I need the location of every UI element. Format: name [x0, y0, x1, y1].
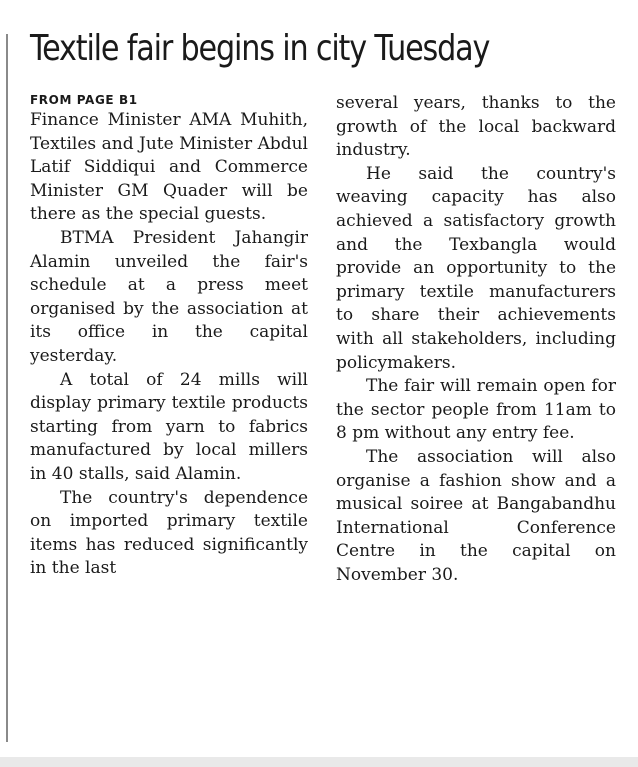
- paragraph: Finance Minister AMA Muhith, Textiles and Jute Minister Abdul Latif Siddiqui and Commerce Minister GM Quader will be there as the special guests.: [30, 110, 308, 225]
- column-rule: [6, 34, 8, 742]
- paragraph: He said the country's weaving capacity has also achieved a satisfactory growth and the Texbangla would provide an opportunity to the primary textile manufacturers to share their achievements with all stakeholders, including policymakers.: [336, 163, 616, 373]
- paragraph: The fair will remain open for the sector people from 11am to 8 pm without any entry fee.: [336, 376, 616, 444]
- paragraph: A total of 24 mills will display primary textile products starting from yarn to fabrics manufactured by local millers in 40 stalls, said Alamin.: [30, 369, 308, 484]
- page-edge: [0, 757, 638, 767]
- dateline: FROM PAGE B1: [30, 93, 138, 107]
- article-column-left: [30, 92, 308, 581]
- paragraph: The association will also organise a fashion show and a musical soiree at Bangabandhu International Conference Centre in the capital on November 30.: [336, 446, 616, 585]
- paragraph: BTMA President Jahangir Alamin unveiled the fair's schedule at a press meet organised by the association at its office in the capital yesterday.: [30, 227, 308, 366]
- paragraph: The country's dependence on imported primary textile items has reduced significantly in the last: [30, 487, 308, 579]
- paragraph: several years, thanks to the growth of the local backward industry.: [336, 93, 616, 161]
- headline: Textile fair begins in city Tuesday: [30, 28, 490, 69]
- article-column-right: [336, 92, 616, 587]
